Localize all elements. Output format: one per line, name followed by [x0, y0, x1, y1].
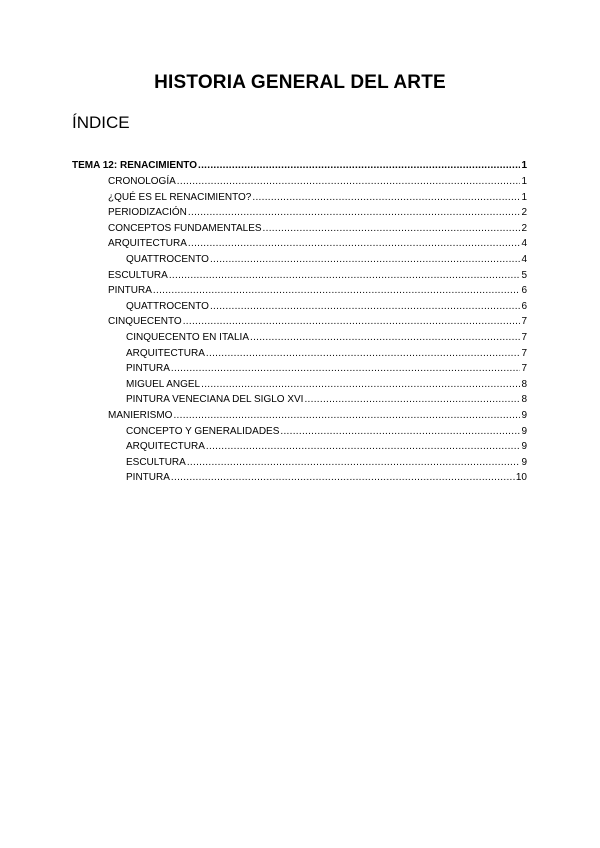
toc-leader	[210, 252, 520, 268]
toc-entry-cinquecento-pintura[interactable]	[72, 361, 527, 377]
toc-entry-label: ARQUITECTURA	[126, 347, 205, 359]
toc-leader	[188, 205, 521, 221]
toc-entry-pintura[interactable]	[72, 283, 527, 299]
toc-leader	[250, 330, 520, 346]
toc-page-number: 1	[521, 160, 527, 171]
toc-entry-pintura-veneciana[interactable]	[72, 392, 527, 408]
toc-entry-label: TEMA 12: RENACIMIENTO	[72, 160, 198, 171]
toc-page-number: 9	[521, 456, 527, 468]
toc-entry-manierismo-pintura[interactable]	[72, 470, 527, 486]
toc-entry-pintura-quattrocento[interactable]	[72, 299, 527, 315]
toc-leader	[206, 346, 521, 362]
toc-leader	[206, 439, 521, 455]
toc-page-number: 7	[521, 363, 527, 375]
toc-leader	[153, 283, 521, 299]
toc-entry-cinquecento-en-italia[interactable]	[72, 330, 527, 346]
toc-page-number: 9	[521, 410, 527, 421]
toc-page-number: 6	[521, 285, 527, 297]
toc-entry-label: ARQUITECTURA	[108, 238, 187, 250]
toc-page-number: 9	[521, 425, 527, 437]
toc-entry-label: PINTURA	[126, 363, 170, 375]
toc-leader	[252, 190, 520, 206]
toc-leader	[198, 158, 520, 174]
toc-entry-label: CINQUECENTO EN ITALIA	[126, 332, 249, 344]
toc-page-number: 10	[515, 472, 527, 484]
toc-entry-label: QUATTROCENTO	[126, 254, 209, 266]
page-title: HISTORIA GENERAL DEL ARTE	[154, 72, 446, 93]
toc-entry-arquitectura[interactable]	[72, 236, 527, 252]
toc-entry-miguel-angel[interactable]	[72, 377, 527, 393]
toc-entry-manierismo-escultura[interactable]	[72, 455, 527, 471]
toc-entry-concepto-y-generalidades[interactable]	[72, 424, 527, 440]
toc-page-number: 4	[521, 254, 527, 266]
toc-entry-escultura[interactable]	[72, 268, 527, 284]
toc-leader	[183, 314, 521, 330]
toc-entry-label: PINTURA	[108, 285, 152, 297]
toc-entry-label: PINTURA	[126, 472, 170, 484]
toc-page-number: 7	[521, 332, 527, 344]
toc-entry-label: ESCULTURA	[108, 269, 168, 281]
toc-leader	[171, 470, 515, 486]
toc-entry-label: CONCEPTO Y GENERALIDADES	[126, 425, 280, 437]
toc-page-number: 2	[521, 207, 527, 219]
toc-entry-cronologia[interactable]	[72, 174, 527, 190]
toc-entry-cinquecento-arquitectura[interactable]	[72, 346, 527, 362]
toc-entry-arquitectura-quattrocento[interactable]	[72, 252, 527, 268]
toc-page-number: 2	[521, 222, 527, 234]
toc-leader	[210, 299, 520, 315]
toc-page-number: 8	[521, 378, 527, 390]
toc-leader	[173, 408, 520, 424]
toc-entry-label: CINQUECENTO	[108, 316, 182, 328]
toc-entry-label: CONCEPTOS FUNDAMENTALES	[108, 222, 262, 234]
toc-leader	[201, 377, 520, 393]
toc-leader	[188, 236, 521, 252]
index-heading: ÍNDICE	[72, 113, 130, 132]
toc-entry-periodizacion[interactable]	[72, 205, 527, 221]
toc-page-number: 1	[521, 191, 527, 203]
toc-leader	[263, 221, 521, 237]
toc-entry-conceptos-fundamentales[interactable]	[72, 221, 527, 237]
toc-leader	[171, 361, 521, 377]
toc-entry-label: ¿QUÉ ES EL RENACIMIENTO?	[108, 191, 252, 203]
toc-entry-label: MANIERISMO	[108, 410, 173, 421]
toc-page-number: 7	[521, 316, 527, 328]
toc-entry-manierismo-arquitectura[interactable]	[72, 439, 527, 455]
toc-entry-label: PERIODIZACIÓN	[108, 207, 187, 219]
toc-leader	[304, 392, 520, 408]
toc-entry-manierismo[interactable]	[72, 408, 527, 424]
toc-page-number: 6	[521, 300, 527, 312]
toc-entry-label: PINTURA VENECIANA DEL SIGLO XVI	[126, 394, 304, 406]
toc-page-number: 4	[521, 238, 527, 250]
toc-page-number: 5	[521, 269, 527, 281]
toc-leader	[169, 268, 521, 284]
toc-entry-label: ESCULTURA	[126, 456, 186, 468]
toc-entry-que-es-el-renacimiento[interactable]	[72, 190, 527, 206]
toc-page-number: 9	[521, 441, 527, 453]
toc-entry-label: MIGUEL ANGEL	[126, 378, 201, 390]
toc-leader	[187, 455, 521, 471]
toc-page-number: 1	[521, 176, 527, 188]
toc-entry-label: ARQUITECTURA	[126, 441, 205, 453]
toc-entry-label: QUATTROCENTO	[126, 300, 209, 312]
toc-page-number: 7	[521, 347, 527, 359]
toc-leader	[280, 424, 520, 440]
toc-entry-label: CRONOLOGÍA	[108, 176, 176, 188]
toc-leader	[177, 174, 521, 190]
table-of-contents	[72, 158, 527, 486]
toc-entry-cinquecento[interactable]	[72, 314, 527, 330]
toc-page-number: 8	[521, 394, 527, 406]
toc-entry-tema-12[interactable]	[72, 158, 527, 174]
